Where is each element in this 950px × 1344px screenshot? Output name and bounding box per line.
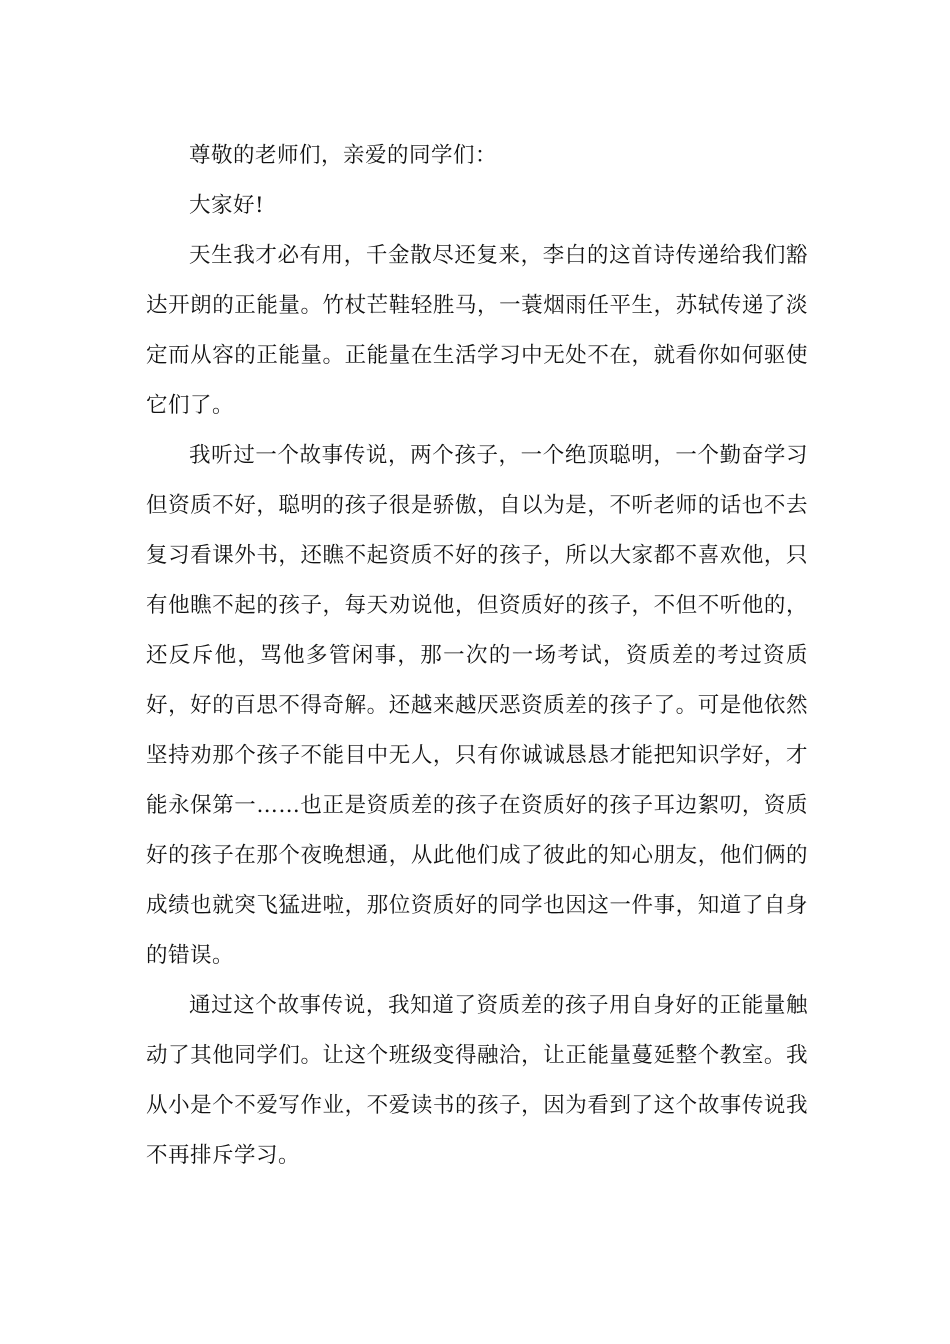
paragraph-intro: 天生我才必有用，千金散尽还复来，李白的这首诗传递给我们豁达开朗的正能量。竹杖芒鞋轻胜马，一蓑烟雨任平生，苏轼传递了淡定而从容的正能量。正能量在生活学习中无处不在，就看你如何驱使它们了。 (146, 243, 808, 418)
speech-body (146, 131, 808, 1181)
paragraph-reflection: 通过这个故事传说，我知道了资质差的孩子用自身好的正能量触动了其他同学们。让这个班级变得融洽，让正能量蔓延整个教室。我从小是个不爱写作业，不爱读书的孩子，因为看到了这个故事传说我不再排斥学习。 (146, 993, 808, 1168)
paragraph-story: 我听过一个故事传说，两个孩子，一个绝顶聪明，一个勤奋学习但资质不好，聪明的孩子很是骄傲，自以为是，不听老师的话也不去复习看课外书，还瞧不起资质不好的孩子，所以大家都不喜欢他，只有他瞧不起的孩子，每天劝说他，但资质好的孩子，不但不听他的，还反斥他，骂他多管闲事，那一次的一场考试，资质差的考过资质好，好的百思不得奇解。还越来越厌恶资质差的孩子了。可是他依然坚持劝那个孩子不能目中无人，只有你诚诚恳恳才能把知识学好，才能永保第一……也正是资质差的孩子在资质好的孩子耳边絮叨，资质好的孩子在那个夜晚想通，从此他们成了彼此的知心朋友，他们俩的成绩也就突飞猛进啦，那位资质好的同学也因这一件事，知道了自身的错误。 (146, 443, 808, 968)
salutation: 尊敬的老师们，亲爱的同学们： (189, 143, 498, 168)
greeting: 大家好! (189, 193, 265, 218)
